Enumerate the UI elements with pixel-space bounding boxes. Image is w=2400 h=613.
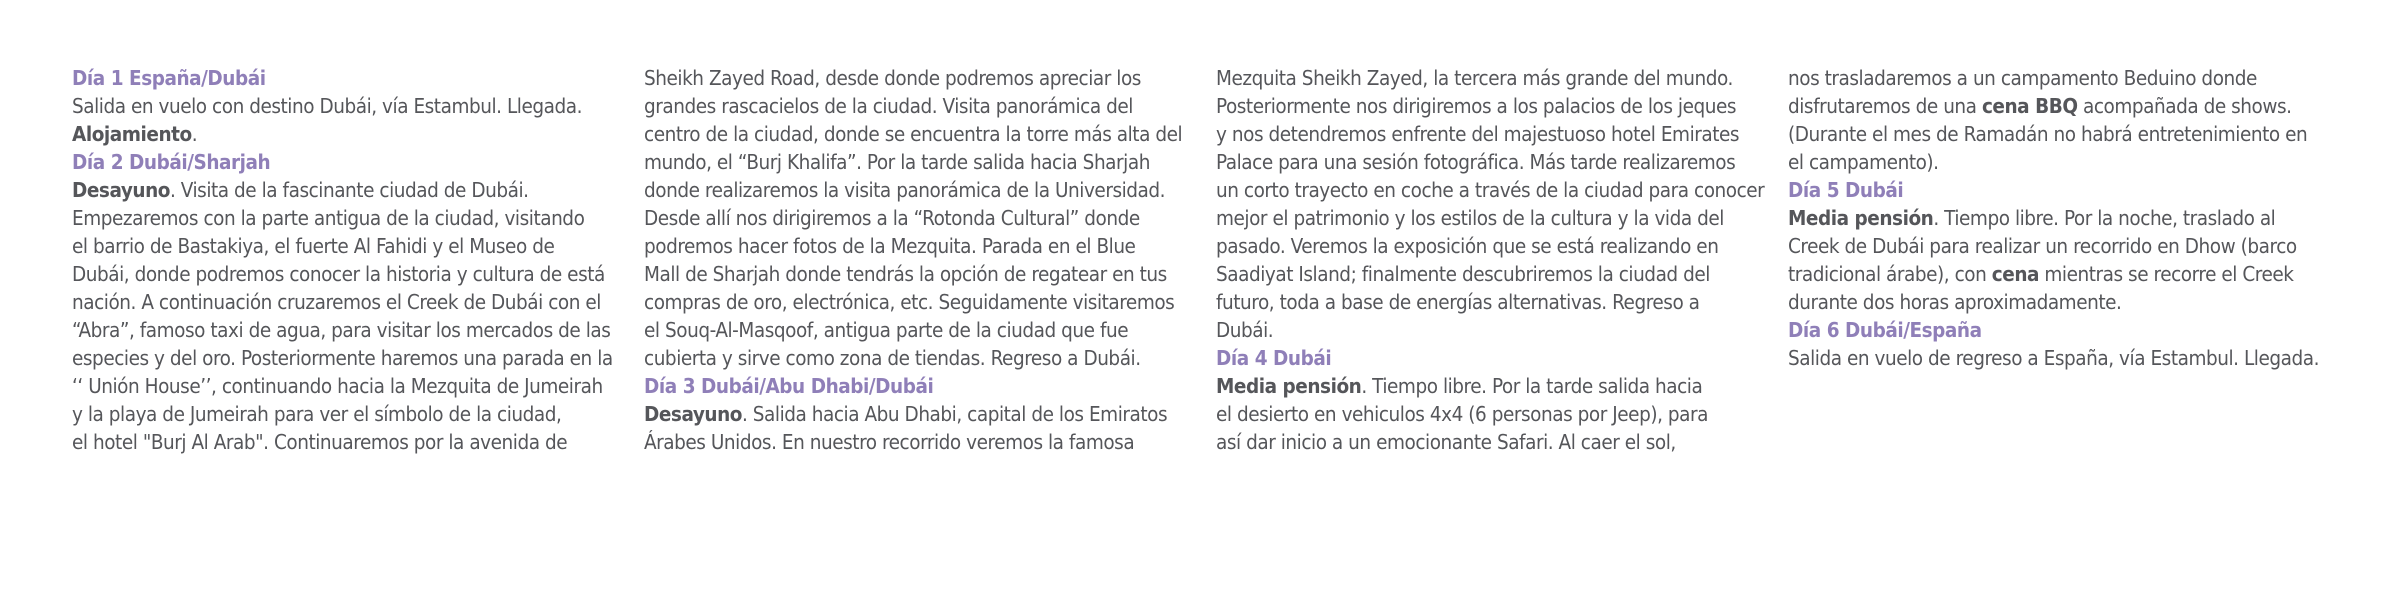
day-title: Día 5 Dubái [1788, 178, 1904, 202]
body-text: Dubái, donde podremos conocer la historia y cultura de está [72, 262, 605, 286]
body-text: . [191, 122, 198, 146]
text-line [72, 344, 642, 372]
text-line [1216, 92, 1786, 120]
day-title: Día 4 Dubái [1216, 346, 1332, 370]
body-text: pasado. Veremos la exposición que se está realizando en [1216, 234, 1719, 258]
text-line [1216, 148, 1786, 176]
body-text: el desierto en vehiculos 4x4 (6 personas por Jeep), para [1216, 402, 1708, 426]
day-heading [644, 372, 1214, 400]
text-line [644, 92, 1214, 120]
body-text: compras de oro, electrónica, etc. Seguidamente visitaremos [644, 290, 1175, 314]
body-text: el barrio de Bastakiya, el fuerte Al Fahidi y el Museo de [72, 234, 555, 258]
text-line [72, 204, 642, 232]
text-line [1788, 148, 2358, 176]
text-line [644, 232, 1214, 260]
body-text: Empezaremos con la parte antigua de la ciudad, visitando [72, 206, 585, 230]
body-text: nación. A continuación cruzaremos el Creek de Dubái con el [72, 290, 601, 314]
day-title: Día 2 Dubái/Sharjah [72, 150, 271, 174]
body-text: Árabes Unidos. En nuestro recorrido veremos la famosa [644, 430, 1135, 454]
body-text: especies y del oro. Posteriormente haremos una parada en la [72, 346, 613, 370]
text-line [1788, 260, 2358, 288]
text-line [72, 316, 642, 344]
text-line [1216, 204, 1786, 232]
text-line [1216, 260, 1786, 288]
text-line [644, 288, 1214, 316]
body-text: Salida en vuelo de regreso a España, vía Estambul. Llegada. [1788, 346, 2319, 370]
body-text: Creek de Dubái para realizar un recorrido en Dhow (barco [1788, 234, 2297, 258]
text-line [72, 400, 642, 428]
day-title: Día 6 Dubái/España [1788, 318, 1982, 342]
text-line [72, 260, 642, 288]
text-line [644, 120, 1214, 148]
body-text: acompañada de shows. [2077, 94, 2292, 118]
body-text: Desde allí nos dirigiremos a la “Rotonda Cultural” donde [644, 206, 1140, 230]
text-line [72, 372, 642, 400]
body-text: Dubái. [1216, 318, 1274, 342]
text-line [1788, 344, 2358, 372]
text-line [644, 260, 1214, 288]
text-line [1788, 64, 2358, 92]
bold-text: Media pensión [1216, 374, 1362, 398]
text-line [644, 316, 1214, 344]
text-line [1788, 92, 2358, 120]
text-line [72, 120, 642, 148]
text-line [644, 428, 1214, 456]
text-line [72, 288, 642, 316]
text-line [1216, 400, 1786, 428]
text-line [1788, 204, 2358, 232]
body-text: donde realizaremos la visita panorámica de la Universidad. [644, 178, 1166, 202]
text-line [72, 428, 642, 456]
body-text: . Tiempo libre. Por la noche, traslado al [1933, 206, 2276, 230]
body-text: “Abra”, famoso taxi de agua, para visitar los mercados de las [72, 318, 611, 342]
bold-text: Media pensión [1788, 206, 1934, 230]
body-text: . Tiempo libre. Por la tarde salida hacia [1361, 374, 1703, 398]
text-line [1788, 232, 2358, 260]
body-text: Sheikh Zayed Road, desde donde podremos apreciar los [644, 66, 1141, 90]
body-text: . Visita de la fascinante ciudad de Dubái. [169, 178, 529, 202]
text-line [1216, 428, 1786, 456]
bold-text: Alojamiento [72, 122, 192, 146]
body-text: ‘‘ Unión House’’, continuando hacia la Mezquita de Jumeirah [72, 374, 603, 398]
body-text: . Salida hacia Abu Dhabi, capital de los Emiratos [741, 402, 1168, 426]
body-text: Palace para una sesión fotográfica. Más tarde realizaremos [1216, 150, 1736, 174]
itinerary-column-4 [1788, 64, 2358, 372]
body-text: el campamento). [1788, 150, 1939, 174]
text-line [72, 176, 642, 204]
text-line [1216, 288, 1786, 316]
bold-text: cena BBQ [1981, 94, 2078, 118]
text-line [644, 204, 1214, 232]
text-line [1216, 232, 1786, 260]
day-title: Día 3 Dubái/Abu Dhabi/Dubái [644, 374, 934, 398]
text-line [644, 400, 1214, 428]
text-line [644, 148, 1214, 176]
body-text: futuro, toda a base de energías alternativas. Regreso a [1216, 290, 1700, 314]
text-line [1788, 120, 2358, 148]
body-text: nos trasladaremos a un campamento Beduino donde [1788, 66, 2257, 90]
text-line [72, 232, 642, 260]
day-heading [72, 148, 642, 176]
body-text: Posteriormente nos dirigiremos a los palacios de los jeques [1216, 94, 1737, 118]
bold-text: cena [1991, 262, 2039, 286]
body-text: así dar inicio a un emocionante Safari. Al caer el sol, [1216, 430, 1676, 454]
day-title: Día 1 España/Dubái [72, 66, 266, 90]
itinerary-column-3 [1216, 64, 1786, 456]
body-text: mejor el patrimonio y los estilos de la cultura y la vida del [1216, 206, 1724, 230]
body-text: y nos detendremos enfrente del majestuoso hotel Emirates [1216, 122, 1740, 146]
day-heading [72, 64, 642, 92]
body-text: (Durante el mes de Ramadán no habrá entretenimiento en [1788, 122, 2308, 146]
body-text: durante dos horas aproximadamente. [1788, 290, 2122, 314]
text-line [1216, 64, 1786, 92]
itinerary-column-2 [644, 64, 1214, 456]
body-text: un corto trayecto en coche a través de la ciudad para conocer [1216, 178, 1765, 202]
day-heading [1788, 176, 2358, 204]
body-text: el hotel "Burj Al Arab". Continuaremos por la avenida de [72, 430, 568, 454]
day-heading [1216, 344, 1786, 372]
text-line [1216, 176, 1786, 204]
body-text: mundo, el “Burj Khalifa”. Por la tarde salida hacia Sharjah [644, 150, 1150, 174]
day-heading [1788, 316, 2358, 344]
text-line [644, 64, 1214, 92]
text-line [72, 92, 642, 120]
body-text: disfrutaremos de una [1788, 94, 1982, 118]
bold-text: Desayuno [644, 402, 742, 426]
body-text: tradicional árabe), con [1788, 262, 1992, 286]
body-text: Salida en vuelo con destino Dubái, vía Estambul. Llegada. [72, 94, 582, 118]
body-text: podremos hacer fotos de la Mezquita. Parada en el Blue [644, 234, 1136, 258]
body-text: grandes rascacielos de la ciudad. Visita panorámica del [644, 94, 1133, 118]
text-line [1216, 372, 1786, 400]
body-text: cubierta y sirve como zona de tiendas. Regreso a Dubái. [644, 346, 1141, 370]
body-text: Mall de Sharjah donde tendrás la opción de regatear en tus [644, 262, 1167, 286]
text-line [1216, 120, 1786, 148]
body-text: Saadiyat Island; finalmente descubriremos la ciudad del [1216, 262, 1710, 286]
text-line [644, 176, 1214, 204]
text-line [1216, 316, 1786, 344]
body-text: el Souq-Al-Masqoof, antigua parte de la ciudad que fue [644, 318, 1129, 342]
text-line [1788, 288, 2358, 316]
itinerary-column-1 [72, 64, 642, 456]
body-text: mientras se recorre el Creek [2039, 262, 2294, 286]
body-text: centro de la ciudad, donde se encuentra la torre más alta del [644, 122, 1183, 146]
bold-text: Desayuno [72, 178, 170, 202]
text-line [644, 344, 1214, 372]
body-text: Mezquita Sheikh Zayed, la tercera más grande del mundo. [1216, 66, 1733, 90]
body-text: y la playa de Jumeirah para ver el símbolo de la ciudad, [72, 402, 562, 426]
